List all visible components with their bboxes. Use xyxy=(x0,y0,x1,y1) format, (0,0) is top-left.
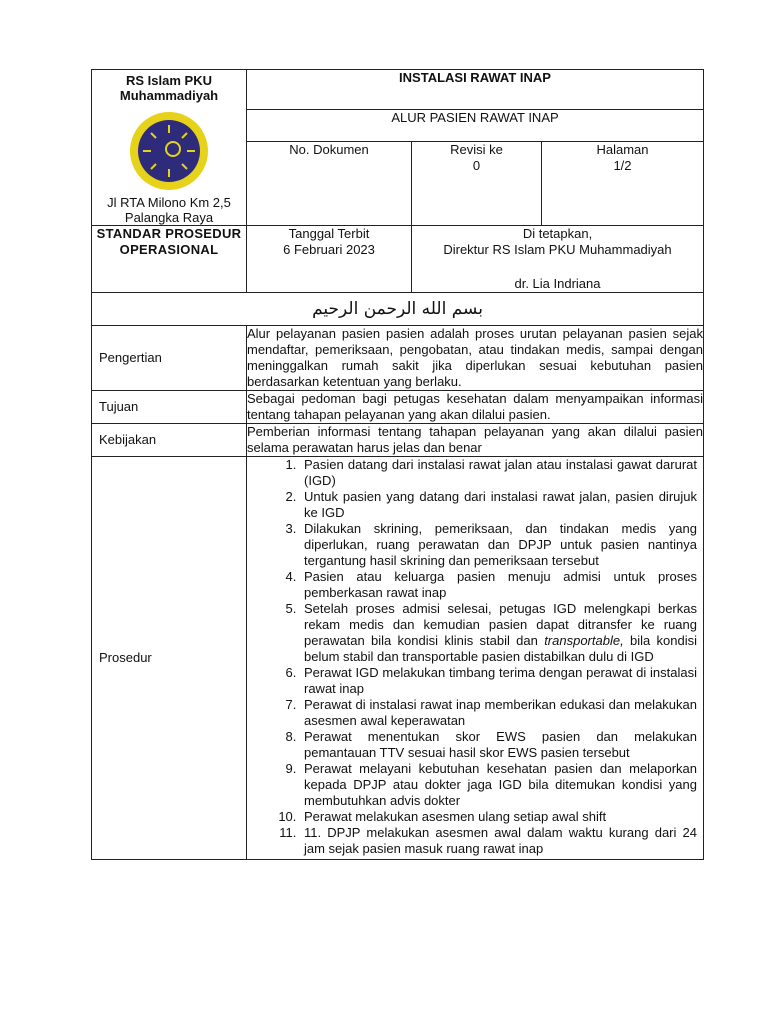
sop-document xyxy=(91,69,703,860)
procedure-step: 4. Pasien atau keluarga pasien menuju admisi untuk proses pemberkasan rawat inap xyxy=(300,569,697,601)
procedure-step: 11. 11. DPJP melakukan asesmen awal dalam waktu kurang dari 24 jam sejak pasien masuk ruang rawat inap xyxy=(300,825,697,857)
page-number-cell xyxy=(542,141,704,225)
revision-cell xyxy=(412,141,542,225)
issue-date-cell xyxy=(247,226,412,293)
section-label-prosedur: Prosedur xyxy=(92,457,247,860)
procedure-step: 9. Perawat melayani kebutuhan kesehatan pasien dan melaporkan kepada DPJP atau dokter jaga IGD bila ditemukan kondisi yang membutuhkan advis dokter xyxy=(300,761,697,809)
procedure-step: 6. Perawat IGD melakukan timbang terima dengan perawat di instalasi rawat inap xyxy=(300,665,697,697)
sop-label: STANDAR PROSEDUR OPERASIONAL xyxy=(92,226,247,293)
procedure-step-italic: transportable, xyxy=(544,633,624,648)
procedure-step-text: bila kondisi belum stabil dan transportable pasien distabilkan dulu di IGD xyxy=(304,633,698,664)
page-title: INSTALASI RAWAT INAP xyxy=(247,70,704,110)
hospital-name: RS Islam PKU Muhammadiyah xyxy=(119,73,219,103)
page-number-value: 1/2 xyxy=(613,157,632,173)
basmala-calligraphy: بسم الله الرحمن الرحيم xyxy=(312,299,483,319)
section-label-pengertian: Pengertian xyxy=(92,326,247,391)
page-number-label: Halaman xyxy=(596,141,649,157)
section-label-tujuan: Tujuan xyxy=(92,391,247,424)
procedure-step: 7. Perawat di instalasi rawat inap memberikan edukasi dan melakukan asesmen awal keperawatan xyxy=(300,697,697,729)
procedure-step xyxy=(300,601,697,665)
issue-date-value: 6 Februari 2023 xyxy=(283,242,375,257)
hospital-cell xyxy=(92,70,247,226)
doc-number-cell xyxy=(247,141,412,225)
procedure-step: 10. Perawat melakukan asesmen ulang setiap awal shift xyxy=(300,809,697,825)
approval-label: Di tetapkan, xyxy=(522,226,593,241)
approval-cell xyxy=(412,226,704,293)
procedure-step: 2. Untuk pasien yang datang dari instalasi rawat jalan, pasien dirujuk ke IGD xyxy=(300,489,697,521)
section-label-kebijakan: Kebijakan xyxy=(92,424,247,457)
section-text-pengertian: Alur pelayanan pasien pasien adalah proses urutan pelayanan pasien sejak mendaftar, pemeriksaan, pengobatan, atau tindakan medis, sampai dengan meninggalkan rumah sakit jika diperlukan sesuai kebutuhan pasien berdasarkan ketentuan yang berlaku. xyxy=(247,326,703,389)
revision-value: 0 xyxy=(472,157,481,173)
hospital-address: Jl RTA Milono Km 2,5 Palangka Raya xyxy=(107,195,231,225)
hospital-logo-icon xyxy=(129,111,209,191)
issue-date-label: Tanggal Terbit xyxy=(288,226,370,241)
basmala-cell xyxy=(92,293,704,326)
approval-name: dr. Lia Indriana xyxy=(514,276,601,291)
procedure-step: 8. Perawat menentukan skor EWS pasien dan melakukan pemantauan TTV sesuai hasil skor EWS pasien tersebut xyxy=(300,729,697,761)
procedure-step: 1. Pasien datang dari instalasi rawat jalan atau instalasi gawat darurat (IGD) xyxy=(300,457,697,489)
section-text-tujuan: Sebagai pedoman bagi petugas kesehatan dalam menyampaikan informasi tentang tahapan pelayanan yang akan dilalui pasien. xyxy=(247,391,703,422)
procedure-list xyxy=(247,457,703,859)
sop-table xyxy=(91,69,704,860)
procedure-step-text: Setelah proses admisi selesai, petugas IGD melengkapi berkas rekam medis dan kemudian pasien dapat ditransfer ke ruang perawatan bila kondisi klinis stabil dan xyxy=(304,601,697,648)
revision-label: Revisi ke xyxy=(450,141,503,157)
procedure-step: 3. Dilakukan skrining, pemeriksaan, dan tindakan medis yang diperlukan, ruang perawatan dan DPJP untuk pasien nantinya tergantung hasil skrining dan pemeriksaan tersebut xyxy=(300,521,697,569)
approval-title: Direktur RS Islam PKU Muhammadiyah xyxy=(443,242,672,257)
section-steps-prosedur xyxy=(247,457,704,860)
section-text-kebijakan: Pemberian informasi tentang tahapan pelayanan yang akan dilalui pasien selama perawatan harus jelas dan benar xyxy=(247,424,703,455)
doc-number-label: No. Dokumen xyxy=(289,141,369,157)
document-subtitle: ALUR PASIEN RAWAT INAP xyxy=(247,110,704,141)
